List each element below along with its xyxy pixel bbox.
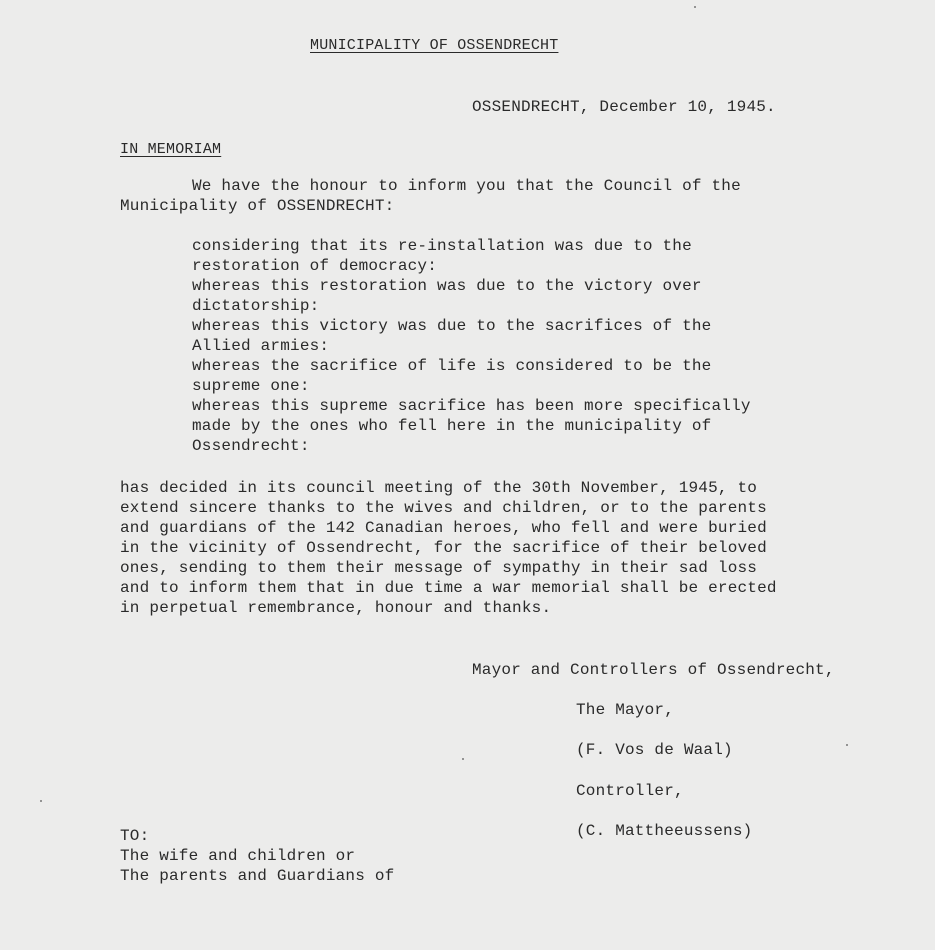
decision-paragraph xyxy=(120,478,777,618)
intro-line: Municipality of OSSENDRECHT: xyxy=(120,197,395,215)
recital-line: restoration of democracy: xyxy=(192,257,438,275)
decision-line: extend sincere thanks to the wives and children, or to the parents xyxy=(120,499,767,517)
addressee-line: TO: xyxy=(120,827,150,845)
section-heading: IN MEMORIAM xyxy=(120,141,222,158)
paper-speck xyxy=(462,758,464,760)
signatory-body: Mayor and Controllers of Ossendrecht, xyxy=(472,661,835,679)
controller-name: (C. Mattheeussens) xyxy=(576,822,753,840)
recital-line: supreme one: xyxy=(192,377,310,395)
recital-line: whereas this victory was due to the sacrifices of the xyxy=(192,317,712,335)
decision-line: and guardians of the 142 Canadian heroes, who fell and were buried xyxy=(120,519,767,537)
intro-line: We have the honour to inform you that the Council of the xyxy=(192,177,741,195)
recital-line: made by the ones who fell here in the municipality of xyxy=(192,417,712,435)
decision-line: and to inform them that in due time a war memorial shall be erected xyxy=(120,579,777,597)
controller-title: Controller, xyxy=(576,782,684,800)
recital-line: dictatorship: xyxy=(192,297,320,315)
recital-line: whereas the sacrifice of life is considered to be the xyxy=(192,357,712,375)
decision-line: in perpetual remembrance, honour and thanks. xyxy=(120,599,552,617)
addressee-line: The wife and children or xyxy=(120,847,356,865)
recital-line: whereas this supreme sacrifice has been more specifically xyxy=(192,397,751,415)
place-date: OSSENDRECHT, December 10, 1945. xyxy=(472,98,776,116)
paper-speck xyxy=(694,6,696,8)
recital-line: whereas this restoration was due to the victory over xyxy=(192,277,702,295)
addressee-block xyxy=(120,826,394,886)
recital-line: considering that its re-installation was due to the xyxy=(192,237,692,255)
mayor-title: The Mayor, xyxy=(576,701,675,719)
recital-line: Ossendrecht: xyxy=(192,437,310,455)
intro-paragraph xyxy=(120,176,741,216)
letterhead-title: MUNICIPALITY OF OSSENDRECHT xyxy=(310,37,559,54)
addressee-line: The parents and Guardians of xyxy=(120,867,395,885)
decision-line: has decided in its council meeting of the 30th November, 1945, to xyxy=(120,479,758,497)
decision-line: in the vicinity of Ossendrecht, for the sacrifice of their beloved xyxy=(120,539,767,557)
recitals-block xyxy=(192,236,751,456)
paper-speck xyxy=(40,800,42,802)
recital-line: Allied armies: xyxy=(192,337,330,355)
decision-line: ones, sending to them their message of sympathy in their sad loss xyxy=(120,559,758,577)
paper-speck xyxy=(846,744,848,746)
mayor-name: (F. Vos de Waal) xyxy=(576,741,733,759)
